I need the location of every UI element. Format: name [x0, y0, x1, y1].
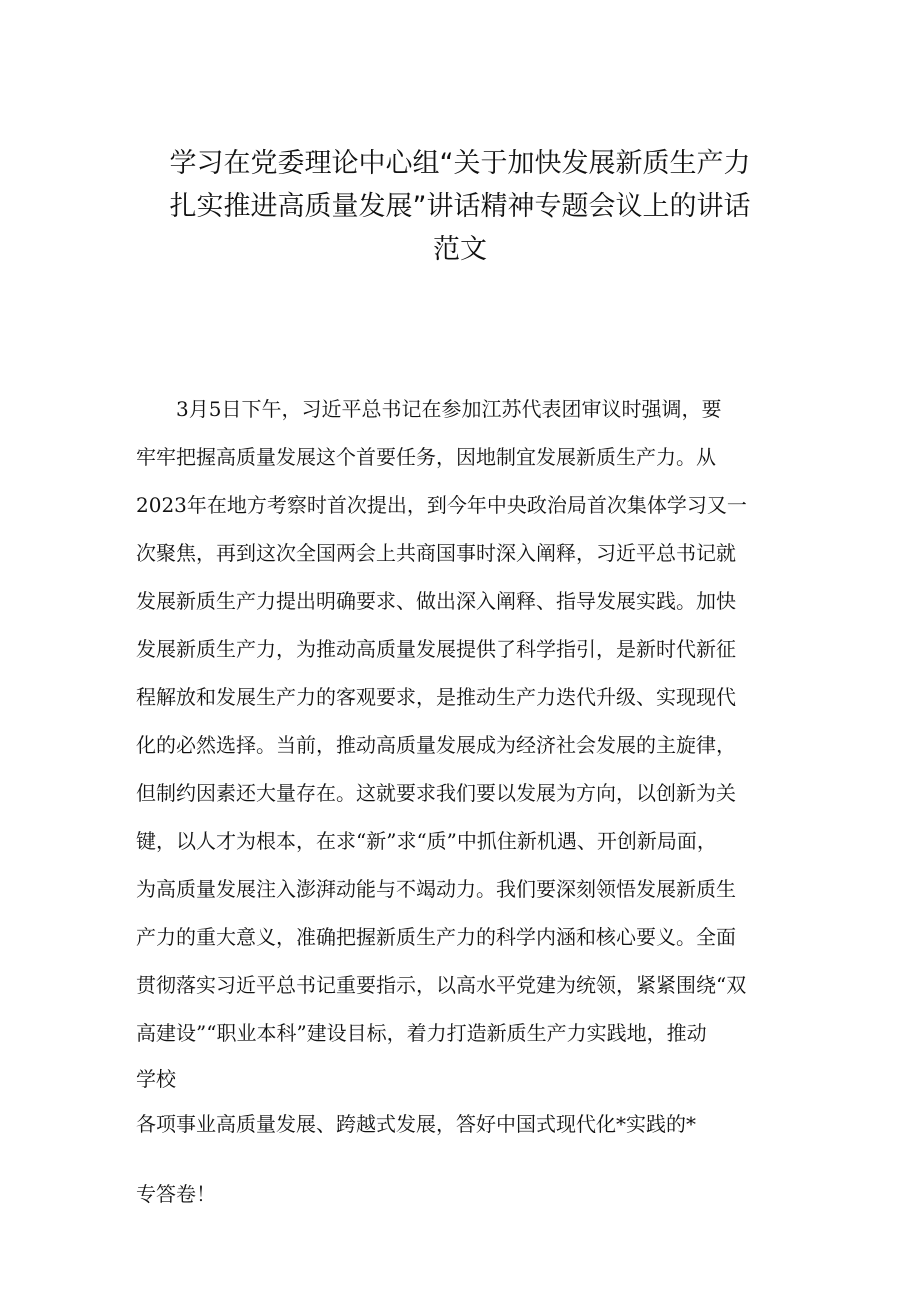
body-line: 程解放和发展生产力的客观要求，是推动生产力迭代升级、实现现代 [136, 685, 736, 709]
document-title [120, 142, 800, 271]
body-line: 产力的重大意义，准确把握新质生产力的科学内涵和核心要义。全面 [136, 925, 736, 949]
body-line: 2023年在地方考察时首次提出，到今年中央政治局首次集体学习又一 [136, 493, 747, 517]
tail-line-3: 专答卷！ [136, 1182, 216, 1206]
body-line: 化的必然选择。当前，推动高质量发展成为经济社会发展的主旋律， [136, 733, 736, 757]
body-line: 键，以人才为根本，在求“新”求“质”中抓住新机遇、开创新局面， [136, 829, 717, 853]
body-line: 牢牢把握高质量发展这个首要任务，因地制宜发展新质生产力。从 [136, 445, 716, 469]
body-line: 高建设”“职业本科”建设目标，着力打造新质生产力实践地，推动 [136, 1021, 707, 1045]
body-line: 发展新质生产力，为推动高质量发展提供了科学指引，是新时代新征 [136, 637, 736, 661]
tail-line-1: 学校 [136, 1067, 176, 1091]
body-line: 3月5日下午，习近平总书记在参加江苏代表团审议时强调，要 [176, 397, 722, 421]
body-line: 次聚焦，再到这次全国两会上共商国事时深入阐释，习近平总书记就 [136, 541, 736, 565]
title-line-2: 扎实推进高质量发展”讲话精神专题会议上的讲话 [169, 191, 751, 222]
body-line: 但制约因素还大量存在。这就要求我们要以发展为方向，以创新为关 [136, 781, 736, 805]
tail-line-2: 各项事业高质量发展、跨越式发展，答好中国式现代化*实践的* [136, 1112, 696, 1136]
title-line-1: 学习在党委理论中心组“关于加快发展新质生产力 [169, 148, 751, 179]
title-line-3: 范文 [433, 234, 487, 265]
body-line: 贯彻落实习近平总书记重要指示，以高水平党建为统领，紧紧围绕“双 [136, 973, 747, 997]
body-line: 为高质量发展注入澎湃动能与不竭动力。我们要深刻领悟发展新质生 [136, 877, 736, 901]
document-body [136, 385, 806, 1057]
body-line: 发展新质生产力提出明确要求、做出深入阐释、指导发展实践。加快 [136, 589, 736, 613]
